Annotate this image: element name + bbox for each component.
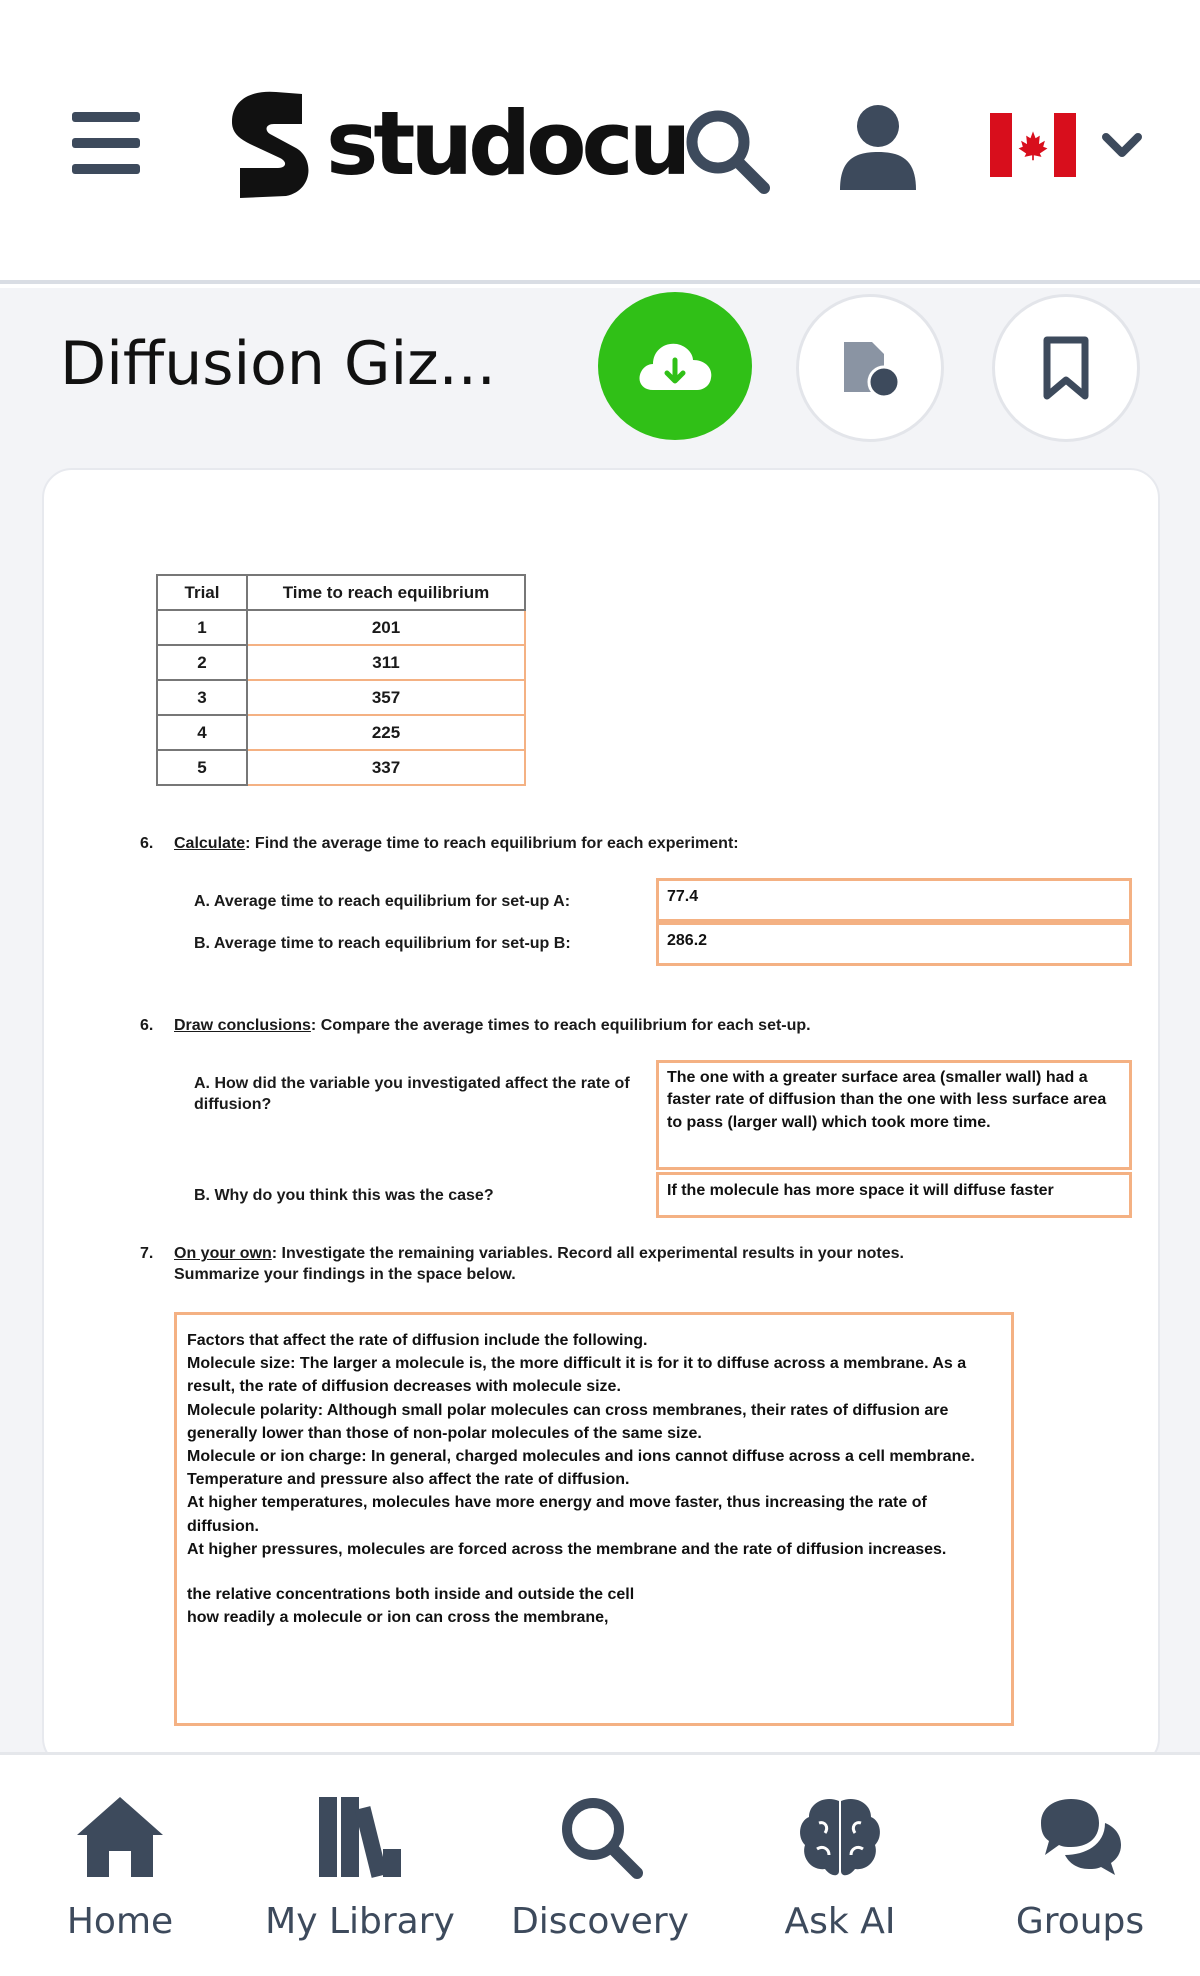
question-text: : Find the average time to reach equilibrium for each experiment: — [245, 835, 739, 852]
answer-line: Molecule or ion charge: In general, charged molecules and ions cannot diffuse across a cell membrane. — [187, 1447, 975, 1465]
question-keyword: On your own — [174, 1245, 272, 1262]
nav-label: My Library — [265, 1901, 455, 1942]
table-header-row — [157, 575, 525, 610]
ai-document-icon — [838, 336, 902, 400]
question-keyword: Draw conclusions — [174, 1017, 311, 1034]
table-row — [157, 750, 525, 785]
search-icon — [555, 1793, 645, 1879]
conclusion-a-label: A. How did the variable you investigated affect the rate of diffusion? — [194, 1075, 630, 1113]
chat-bubbles-icon — [1035, 1793, 1125, 1879]
answer-line: At higher temperatures, molecules have more energy and move faster, thus increasing the rate of diffusion. — [187, 1494, 927, 1535]
conclusion-b-answer: If the molecule has more space it will diffuse faster — [656, 1172, 1132, 1218]
table-cell-trial: 5 — [157, 750, 247, 785]
answer-line: Temperature and pressure also affect the rate of diffusion. — [187, 1471, 630, 1489]
trials-table — [156, 574, 526, 786]
nav-home[interactable] — [0, 1755, 240, 1976]
table-cell-time: 337 — [247, 750, 525, 785]
chevron-down-icon — [1098, 121, 1146, 169]
top-header — [0, 0, 1200, 284]
setup-b-label: B. Average time to reach equilibrium for set-up B: — [194, 935, 571, 952]
nav-discovery[interactable] — [480, 1755, 720, 1976]
library-icon — [315, 1793, 405, 1879]
question-number: 6. — [140, 1017, 154, 1034]
table-cell-trial: 1 — [157, 610, 247, 645]
user-icon[interactable] — [838, 104, 918, 190]
bookmark-button[interactable] — [992, 294, 1140, 442]
ai-document-button[interactable] — [796, 294, 944, 442]
table-header-cell: Trial — [157, 575, 247, 610]
conclusion-b-label: B. Why do you think this was the case? — [194, 1187, 494, 1204]
canada-flag-icon — [990, 113, 1076, 177]
table-row — [157, 645, 525, 680]
answer-line: how readily a molecule or ion can cross the membrane, — [187, 1609, 609, 1627]
country-selector[interactable] — [990, 110, 1160, 180]
table-row — [157, 680, 525, 715]
question-number: 6. — [140, 835, 154, 852]
nav-groups[interactable] — [960, 1755, 1200, 1976]
table-cell-trial: 2 — [157, 645, 247, 680]
question-number: 7. — [140, 1245, 154, 1262]
findings-answer-box — [174, 1312, 1014, 1726]
table-header-cell: Time to reach equilibrium — [247, 575, 525, 610]
home-icon — [75, 1793, 165, 1879]
nav-ask-ai[interactable] — [720, 1755, 960, 1976]
question-text-line-2: Summarize your findings in the space below. — [174, 1265, 516, 1283]
bookmark-icon — [1041, 336, 1091, 400]
document-title-bar — [0, 288, 1200, 468]
menu-icon[interactable] — [72, 112, 140, 174]
answer-line: the relative concentrations both inside and outside the cell — [187, 1585, 635, 1603]
cloud-download-icon — [635, 336, 715, 396]
table-row — [157, 715, 525, 750]
answer-line: Molecule polarity: Although small polar molecules can cross membranes, their rates of diffusion are generally lower than those of non-polar molecules of the same size. — [187, 1401, 949, 1442]
search-icon[interactable] — [680, 104, 772, 196]
document-viewer[interactable] — [0, 468, 1200, 1752]
question-text: : Investigate the remaining variables. Record all experimental results in your notes. — [271, 1245, 904, 1262]
brain-icon — [795, 1793, 885, 1879]
setup-a-label: A. Average time to reach equilibrium for set-up A: — [194, 893, 571, 910]
studocu-logo-mark — [210, 84, 330, 204]
answer-line: Molecule size: The larger a molecule is, the more difficult it is for it to diffuse across a membrane. As a result, the rate of diffusion decreases with molecule size. — [187, 1355, 967, 1396]
nav-label: Groups — [1015, 1901, 1145, 1942]
answer-line: At higher pressures, molecules are forced across the membrane and the rate of diffusion increases. — [187, 1540, 947, 1558]
table-cell-time: 201 — [247, 610, 525, 645]
document-title: Diffusion Giz... — [60, 329, 496, 399]
table-row — [157, 610, 525, 645]
question-text: : Compare the average times to reach equilibrium for each set-up. — [310, 1017, 811, 1034]
conclusion-a-answer: The one with a greater surface area (smaller wall) had a faster rate of diffusion than the one with less surface area to pass (larger wall) which took more time. — [656, 1060, 1132, 1170]
table-cell-time: 357 — [247, 680, 525, 715]
document-page — [42, 468, 1160, 1752]
nav-label: Discovery — [511, 1901, 689, 1942]
table-cell-trial: 3 — [157, 680, 247, 715]
table-cell-time: 225 — [247, 715, 525, 750]
nav-my-library[interactable] — [240, 1755, 480, 1976]
table-cell-trial: 4 — [157, 715, 247, 750]
table-cell-time: 311 — [247, 645, 525, 680]
nav-label: Home — [66, 1901, 174, 1942]
bottom-navigation — [0, 1752, 1200, 1976]
question-keyword: Calculate — [174, 835, 246, 852]
setup-b-answer: 286.2 — [656, 922, 1132, 966]
logo-wordmark: studocu — [326, 92, 687, 195]
nav-label: Ask AI — [784, 1901, 896, 1942]
answer-line: Factors that affect the rate of diffusion include the following. — [187, 1332, 648, 1349]
setup-a-answer: 77.4 — [656, 878, 1132, 922]
download-button[interactable] — [598, 292, 752, 440]
studocu-logo[interactable] — [210, 84, 686, 204]
